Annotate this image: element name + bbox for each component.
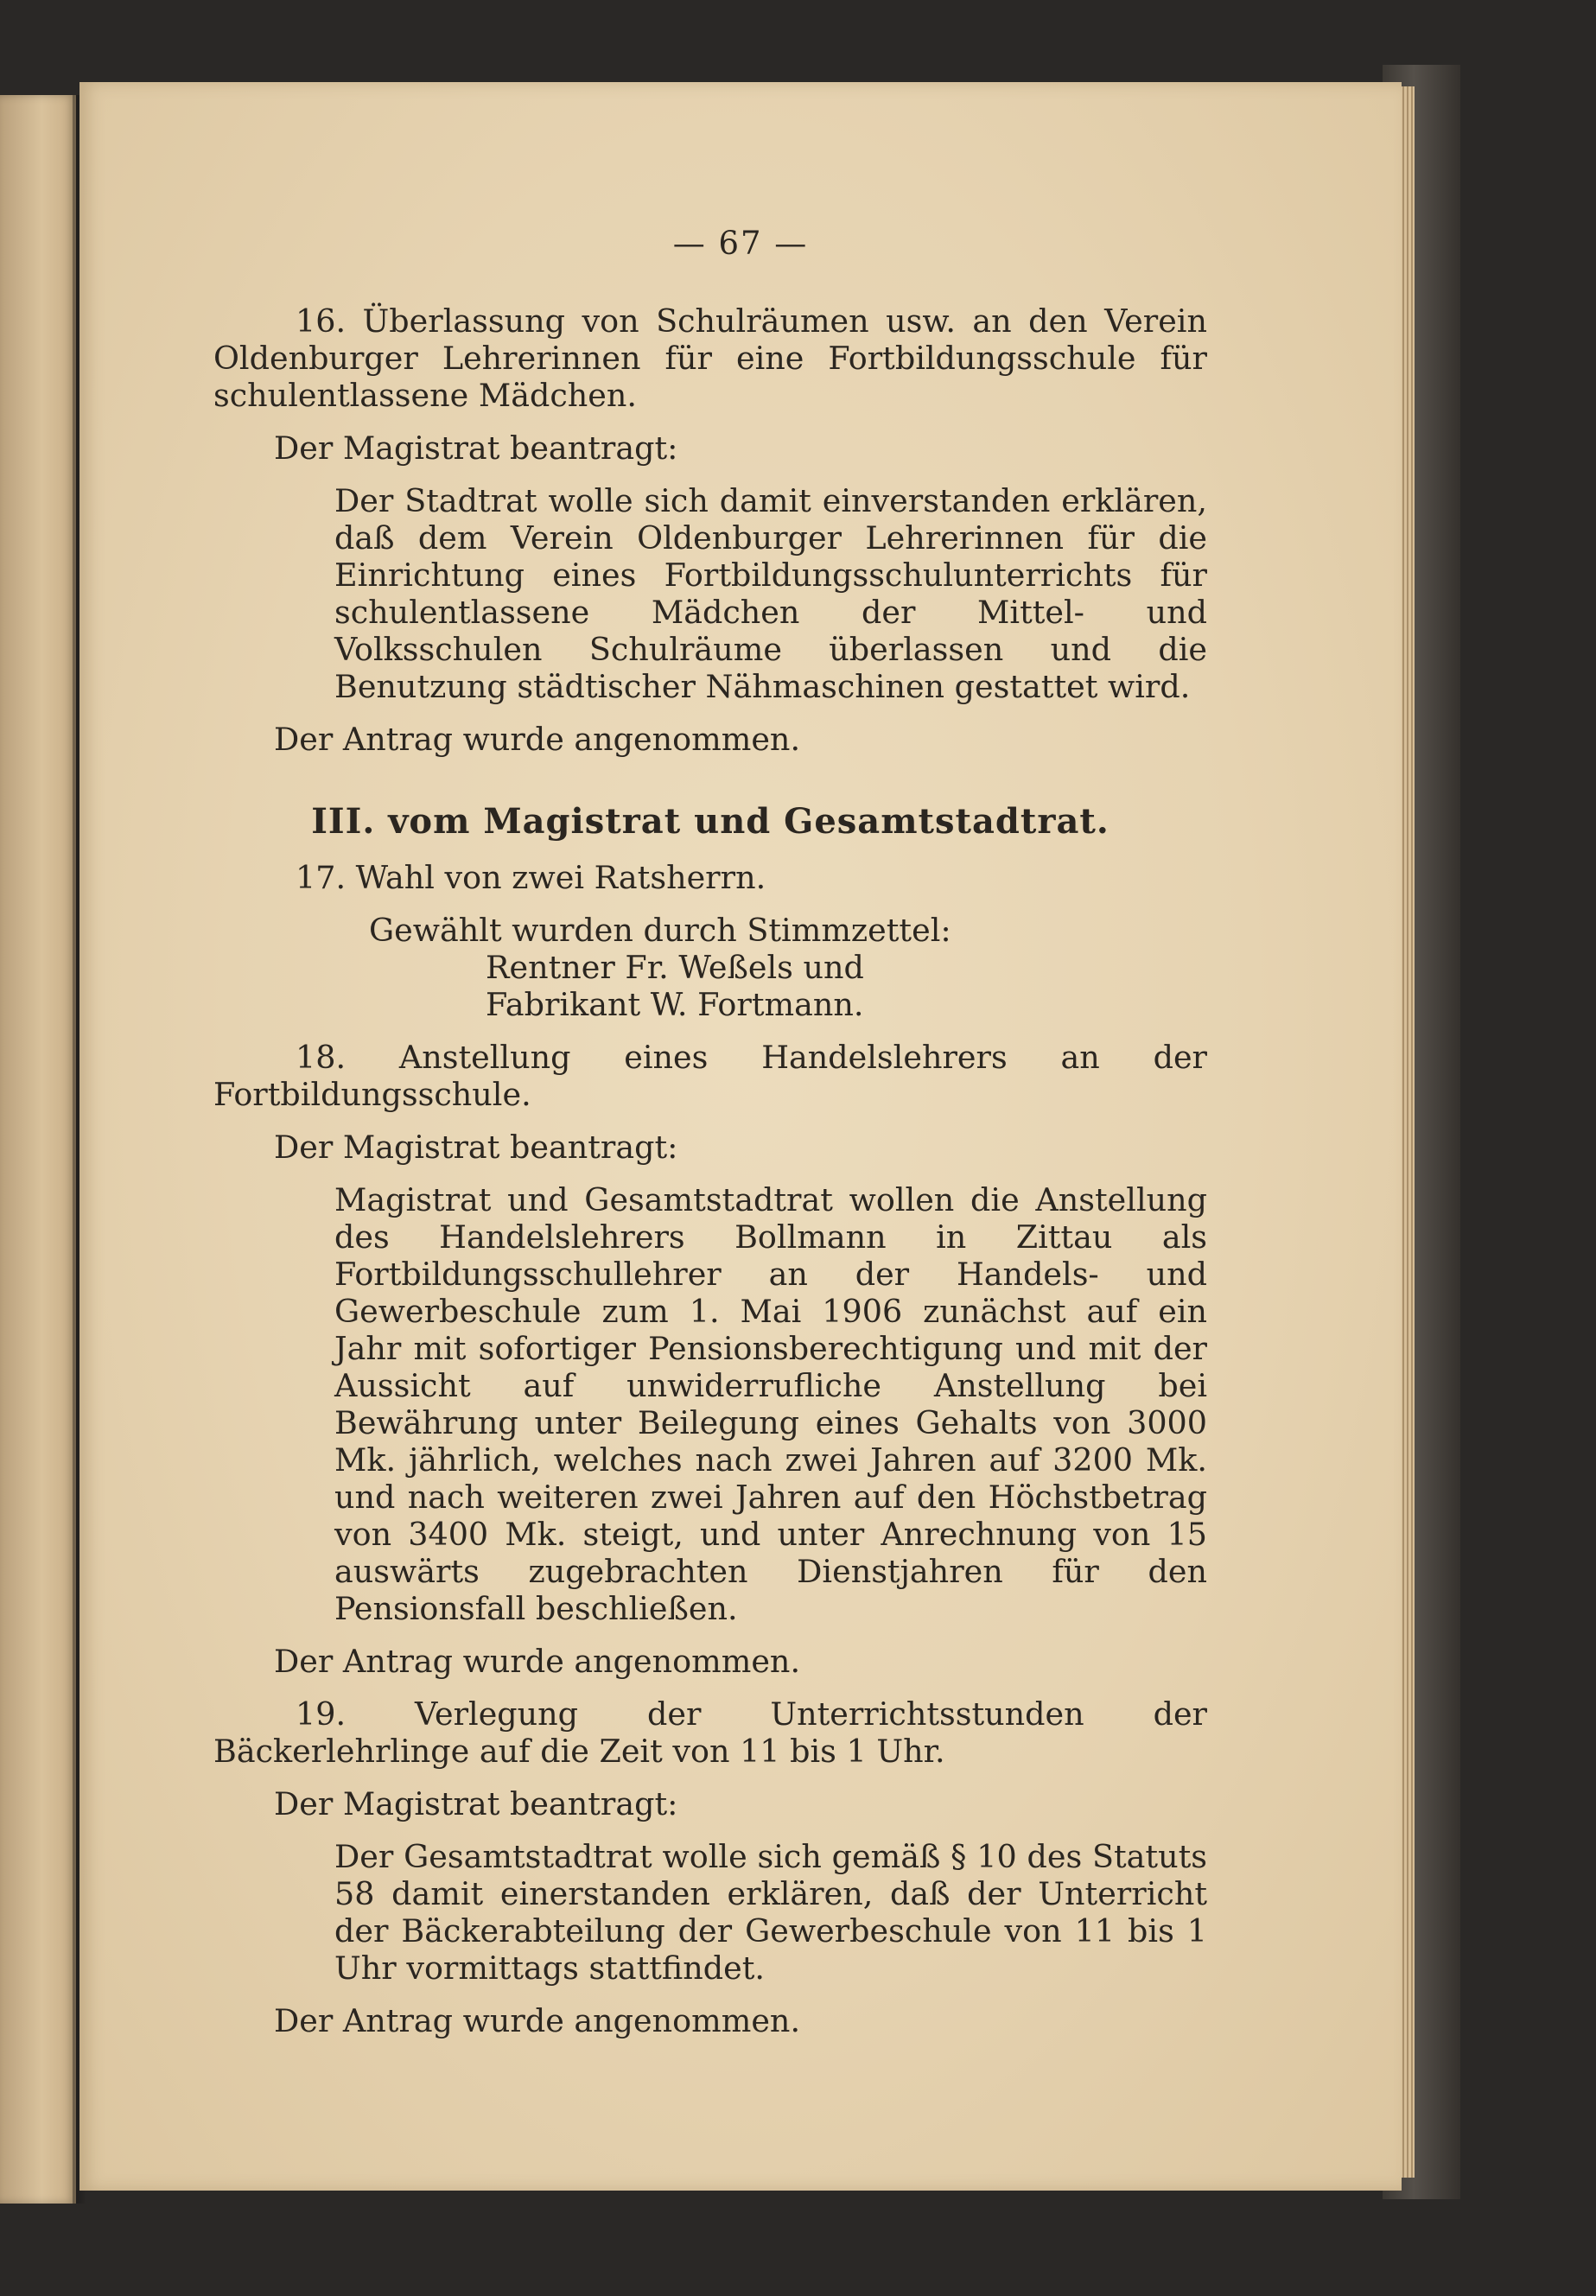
book-page	[79, 82, 1402, 2191]
page-number: — 67 —	[672, 225, 809, 262]
item-16-heading: 16. Überlassung von Schulräumen usw. an den Verein Oldenburger Lehrerinnen für eine Fortbildungsschule für schulentlassene Mädchen.	[213, 302, 1207, 414]
item-17-elected: Gewählt wurden durch Stimmzettel:	[369, 912, 951, 949]
item-18-heading: 18. Anstellung eines Handelslehrers an der Fortbildungsschule.	[213, 1039, 1207, 1113]
item-18-proposal: Magistrat und Gesamtstadtrat wollen die Anstellung des Handelslehrers Bollmann in Zittau als Fortbildungsschullehrer an der Handels- und Gewerbeschule zum 1. Mai 1906 zunächst auf ein Jahr mit sofortiger Pensionsberechtigung und mit der Aussicht auf unwiderrufliche Anstellung bei Bewährung unter Beilegung eines Gehalts von 3000 Mk. jährlich, welches nach zwei Jahren auf 3200 Mk. und nach weiteren zwei Jahren auf den Höchstbetrag von 3400 Mk. steigt, und unter Anrechnung von 15 auswärts zugebrachten Dienstjahren für den Pensionsfall beschließen.	[334, 1181, 1207, 1627]
item-18	[213, 1039, 1207, 1680]
previous-page-edge	[0, 95, 76, 2204]
item-19-result: Der Antrag wurde angenommen.	[274, 2002, 801, 2039]
page-text	[213, 302, 1207, 2039]
item-16	[213, 302, 1207, 758]
item-16-proposal: Der Stadtrat wolle sich damit einverstanden erklären, daß dem Verein Oldenburger Lehrerinnen für die Einrichtung eines Fortbildungsschulunterrichts für schulentlassene Mädchen der Mittel- und Volksschulen Schulräume überlassen und die Benutzung städtischer Nähmaschinen gestattet wird.	[334, 482, 1207, 705]
item-19-heading: 19. Verlegung der Unterrichtsstunden der Bäckerlehrlinge auf die Zeit von 11 bis 1 Uhr.	[213, 1695, 1207, 1770]
item-17-heading: 17. Wahl von zwei Ratsherrn.	[296, 859, 766, 896]
item-16-result: Der Antrag wurde angenommen.	[274, 721, 801, 758]
item-19	[213, 1695, 1207, 2039]
item-17-name-1: Rentner Fr. Weßels und	[486, 949, 864, 986]
section-heading: III. vom Magistrat und Gesamtstadtrat.	[311, 801, 1110, 842]
item-18-intro: Der Magistrat beantragt:	[274, 1129, 678, 1166]
item-19-proposal: Der Gesamtstadtrat wolle sich gemäß § 10 des Statuts 58 damit einerstanden erklären, daß der Unterricht der Bäckerabteilung der Gewerbeschule von 11 bis 1 Uhr vormittags stattfindet.	[334, 1838, 1207, 1987]
item-18-result: Der Antrag wurde angenommen.	[274, 1643, 801, 1680]
item-16-intro: Der Magistrat beantragt:	[274, 429, 678, 467]
item-19-intro: Der Magistrat beantragt:	[274, 1785, 678, 1822]
item-17-name-2: Fabrikant W. Fortmann.	[486, 986, 864, 1023]
item-17	[213, 859, 1207, 1023]
